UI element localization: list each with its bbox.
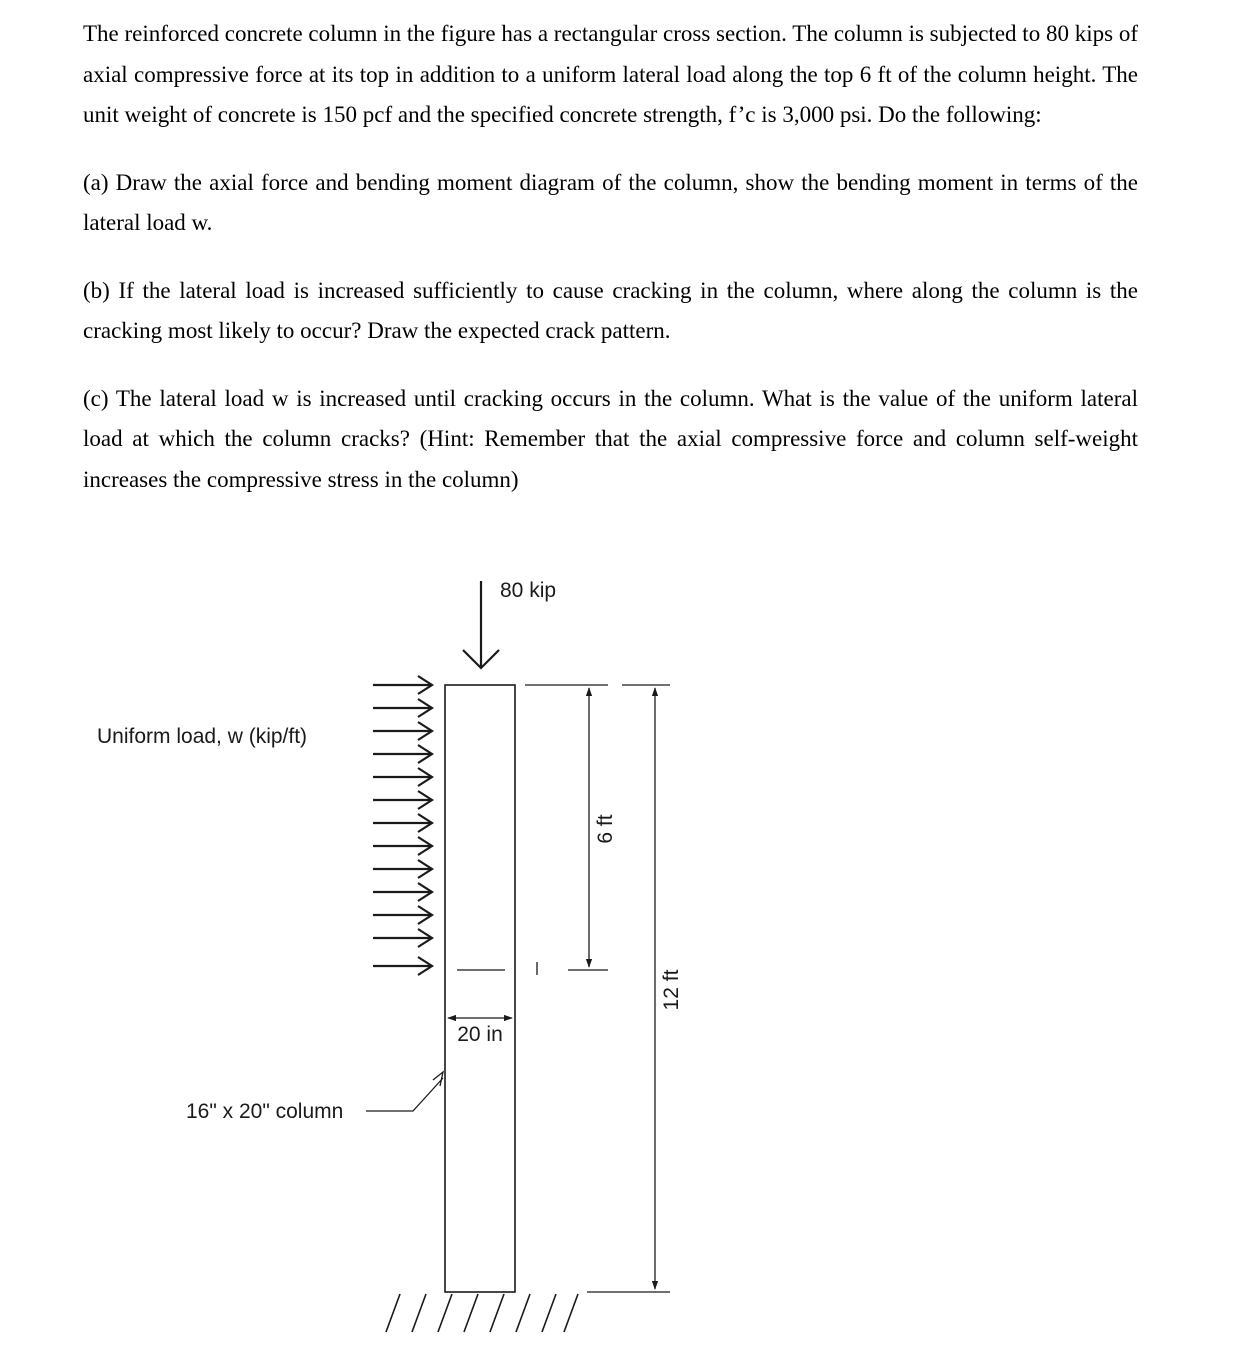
problem-part-b: (b) If the lateral load is increased sufficiently to cause cracking in the column, where along the column is the cracking most likely to occur? Draw the expected crack pattern. [83, 277, 1138, 343]
problem-part-a: (a) Draw the axial force and bending moment diagram of the column, show the bending moment in terms of the lateral load w. [83, 169, 1138, 235]
column-body [445, 685, 515, 1292]
column-width-label: 20 in [457, 1023, 503, 1046]
problem-intro: The reinforced concrete column in the figure has a rectangular cross section. The column is subjected to 80 kips of axial compressive force at its top in addition to a uniform lateral load along the top 6 ft of the column height. The unit weight of concrete is 150 pcf and the specified concrete strength, f’c is 3,000 psi. Do the following: [83, 21, 1138, 127]
problem-part-c: (c) The lateral load w is increased until cracking occurs in the column. What is the value of the uniform lateral load at which the column cracks? (Hint: Remember that the axial compressive force and column self-weight increases the compressive stress in the column) [83, 385, 1138, 492]
column-leader [366, 1072, 443, 1111]
column-height-dimension [587, 685, 670, 1292]
load-length-dimension [457, 685, 608, 975]
load-length-label: 6 ft [594, 814, 617, 844]
axial-load-arrow [463, 581, 499, 668]
column-section-label: 16" x 20" column [186, 1100, 344, 1123]
axial-load-label: 80 kip [500, 579, 557, 602]
uniform-load-label: Uniform load, w (kip/ft) [97, 725, 308, 748]
uniform-load-arrows [373, 676, 432, 975]
column-height-label: 12 ft [660, 969, 683, 1011]
fixed-support-hatching [386, 1294, 578, 1332]
